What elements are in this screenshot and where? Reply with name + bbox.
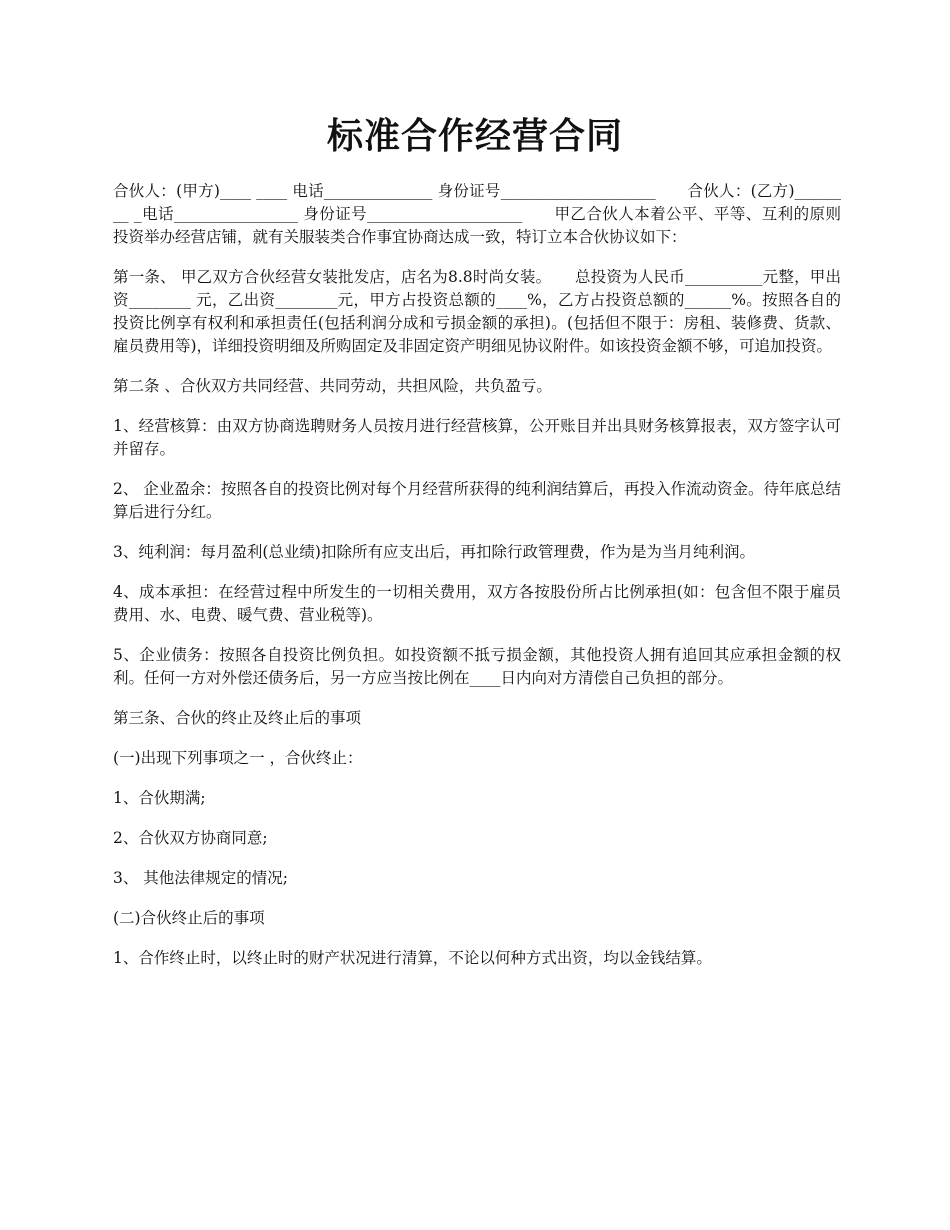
paragraph-liquidation: 1、合作终止时，以终止时的财产状况进行清算，不论以何种方式出资，均以金钱结算。 <box>113 949 712 967</box>
paragraph-debt: 5、企业债务：按照各自投资比例负担。如投资额不抵亏损金额，其他投资人拥有追回其应承担金额的权利。任何一方对外偿还债务后，另一方应当按比例在____日内向对方清偿自己负担的部分。 <box>113 646 841 687</box>
paragraph-net-profit: 3、纯利润：每月盈利(总业绩)扣除所有应支出后，再扣除行政管理费，作为是为当月纯利润。 <box>113 543 755 561</box>
paragraph-accounting: 1、经营核算：由双方协商选聘财务人员按月进行经营核算，公开账目并出具财务核算报表，双方签字认可并留存。 <box>113 417 841 458</box>
paragraph-article-1: 第一条、 甲乙双方合伙经营女装批发店，店名为8.8时尚女装。 总投资为人民币__________元整，甲出资________ 元，乙出资________元，甲方占投资总额的____%，乙方占投资总额的______%。按照各自的投资比例享有权利和承担责任(包括利润分成和亏损金额的承担)。(包括但不限于：房租、装修费、货款、雇员费用等)，详细投资明细及所购固定及非固定资产明细见协议附件。如该投资金额不够，可追加投资。 <box>113 268 841 355</box>
paragraph-cost: 4、成本承担：在经营过程中所发生的一切相关费用，双方各按股份所占比例承担(如：包含但不限于雇员费用、水、电费、暖气费、营业税等)。 <box>113 583 841 624</box>
paragraph-parties: 合伙人：(甲方)____ ____ 电话______________ 身份证号____________________ 合伙人：(乙方)________ _电话________________ 身份证号____________________ 甲乙合伙人本着公平、平等、互利的原则投资举办经营店铺，就有关服装类合作事宜协商达成一致，特订立本合伙协议如下： <box>113 182 841 246</box>
paragraph-termination-heading: (一)出现下列事项之一 ，合伙终止： <box>113 749 363 767</box>
paragraph-article-3: 第三条、合伙的终止及终止后的事项 <box>113 709 362 727</box>
document-title: 标准合作经营合同 <box>326 115 623 157</box>
paragraph-after-termination: (二)合伙终止后的事项 <box>113 909 265 927</box>
paragraph-mutual-agreement: 2、合伙双方协商同意; <box>113 829 268 847</box>
paragraph-article-2: 第二条 、合伙双方共同经营、共同劳动，共担风险，共负盈亏。 <box>113 377 552 395</box>
paragraph-legal-cases: 3、 其他法律规定的情况; <box>113 869 289 887</box>
paragraph-surplus: 2、 企业盈余：按照各自的投资比例对每个月经营所获得的纯利润结算后，再投入作流动资金。待年底总结算后进行分红。 <box>113 480 841 521</box>
document-body <box>113 180 841 987</box>
paragraph-term-expiry: 1、合伙期满; <box>113 789 206 807</box>
